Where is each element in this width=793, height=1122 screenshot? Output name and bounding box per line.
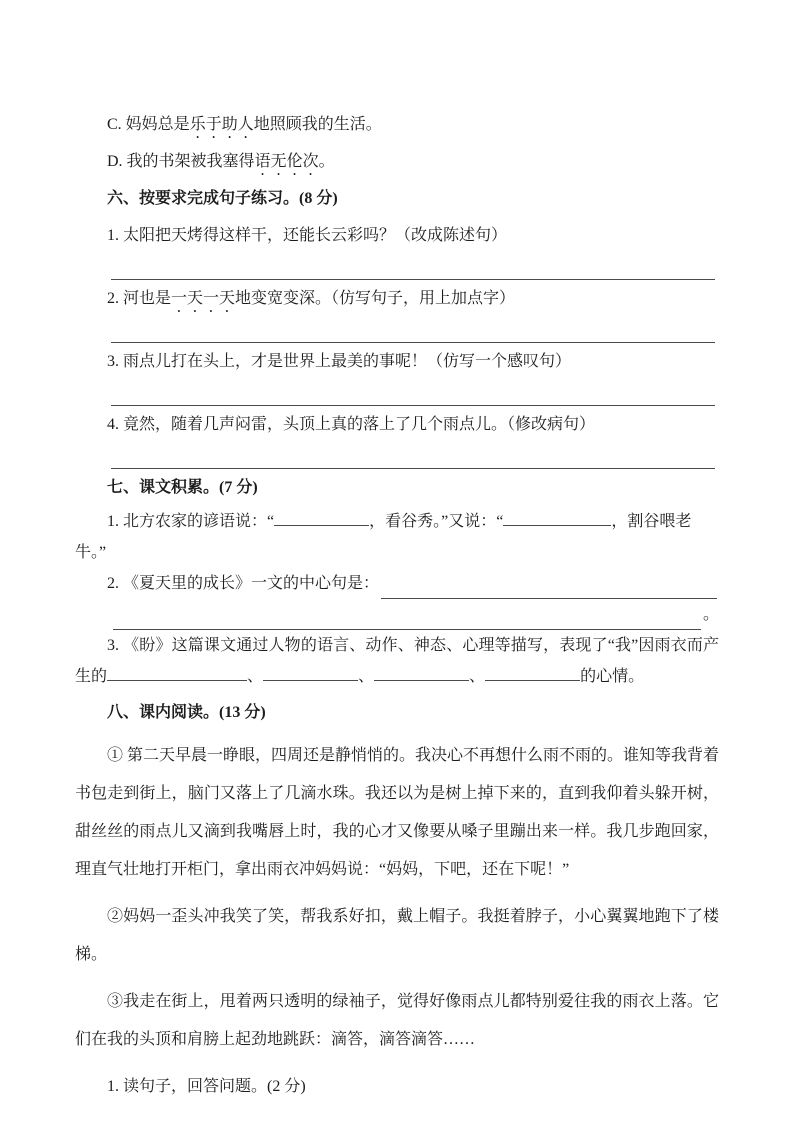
option-c-suffix: 地照顾我的生活。 [253, 116, 382, 133]
section-7-question-2 [75, 568, 719, 599]
reading-paragraph-1: ① 第二天早晨一睁眼，四周还是静悄悄的。我决心不再想什么雨不雨的。谁知等我背着书包走到街上，脑门又落上了几滴水珠。我还以为是树上掉下来的，直到我仰着头躲开树，甜丝丝的雨点儿又滴到我嘴唇上时，我的心才又像要从嗓子里蹦出来一样。我几步跑回家，理直气壮地打开柜门，拿出雨衣冲妈妈说：“妈妈，下吧，还在下呢！” [75, 747, 720, 878]
fill-in-blank [113, 612, 701, 630]
option-d-prefix: D. 我的书架被我塞得 [107, 153, 255, 170]
option-c-emphasized-text: 乐于助人 [189, 116, 254, 133]
section-6-question-4: 4. 竟然，随着几声闷雷，头顶上真的落上了几个雨点儿。（修改病句） [107, 416, 596, 433]
section-6-title: 六、按要求完成句子练习。(8 分) [107, 190, 338, 207]
fill-in-blank [503, 511, 611, 526]
s7-q1-part1: 1. 北方农家的谚语说：“ [107, 513, 275, 530]
section-8-question-1: 1. 读句子，回答问题。(2 分) [107, 1078, 306, 1095]
section-7-question-3 [75, 630, 719, 692]
s7-q3-separator: 、 [469, 668, 486, 685]
s6-q2-emphasized-text: 一天一天 [171, 290, 236, 307]
reading-paragraph-2: ②妈妈一歪头冲我笑了笑，帮我系好扣，戴上帽子。我挺着脖子，小心翼翼地跑下了楼梯。 [75, 908, 719, 963]
s7-q2-label: 2. 《夏天里的成长》一文的中心句是： [107, 575, 380, 592]
s6-q2-prefix: 2. 河也是 [107, 290, 172, 307]
s7-q1-part3: ，割谷喂老牛。” [75, 513, 692, 561]
s7-q3-separator: 、 [358, 668, 375, 685]
option-d-suffix: 。 [318, 153, 335, 170]
s7-q1-part2: ，看谷秀。”又说：“ [369, 513, 504, 530]
section-7-title: 七、课文积累。(7 分) [107, 479, 258, 496]
answer-line [111, 317, 715, 343]
section-6-question-1: 1. 太阳把天烤得这样干，还能长云彩吗？（改成陈述句） [107, 227, 508, 244]
fill-in-blank [107, 666, 247, 681]
s7-q3-tail: 的心情。 [580, 668, 645, 685]
section-6-question-2 [75, 280, 719, 317]
s7-q3-text: 3. 《盼》这篇课文通过人物的语言、动作、神态、心理等描写，表现了“我”因雨衣而产生的 [75, 637, 719, 685]
fill-in-blank [274, 511, 369, 526]
fill-in-blank [381, 581, 717, 599]
option-d [75, 143, 719, 180]
option-d-emphasized-text: 语无伦次 [254, 153, 319, 170]
answer-line [111, 443, 715, 469]
section-7-question-1 [75, 506, 719, 568]
reading-paragraph-3: ③我走在街上，甩着两只透明的绿袖子，觉得好像雨点儿都特别爱往我的雨衣上落。它们在我的头顶和肩膀上起劲地跳跃：滴答，滴答滴答…… [75, 993, 719, 1048]
answer-line [111, 254, 715, 280]
fill-in-blank [374, 666, 469, 681]
section-6-question-3: 3. 雨点儿打在头上，才是世界上最美的事呢！（仿写一个感叹句） [107, 353, 572, 370]
s7-q2-period: 。 [702, 606, 719, 623]
answer-line [111, 380, 715, 406]
fill-in-blank [263, 666, 358, 681]
section-7-question-2-continuation [111, 599, 719, 630]
option-c-prefix: C. 妈妈总是 [107, 116, 190, 133]
fill-in-blank [485, 666, 580, 681]
option-c [75, 106, 719, 143]
s7-q3-separator: 、 [247, 668, 264, 685]
s6-q2-suffix: 地变宽变深。（仿写句子，用上加点字） [235, 290, 516, 307]
section-8-title: 八、课内阅读。(13 分) [107, 704, 266, 721]
